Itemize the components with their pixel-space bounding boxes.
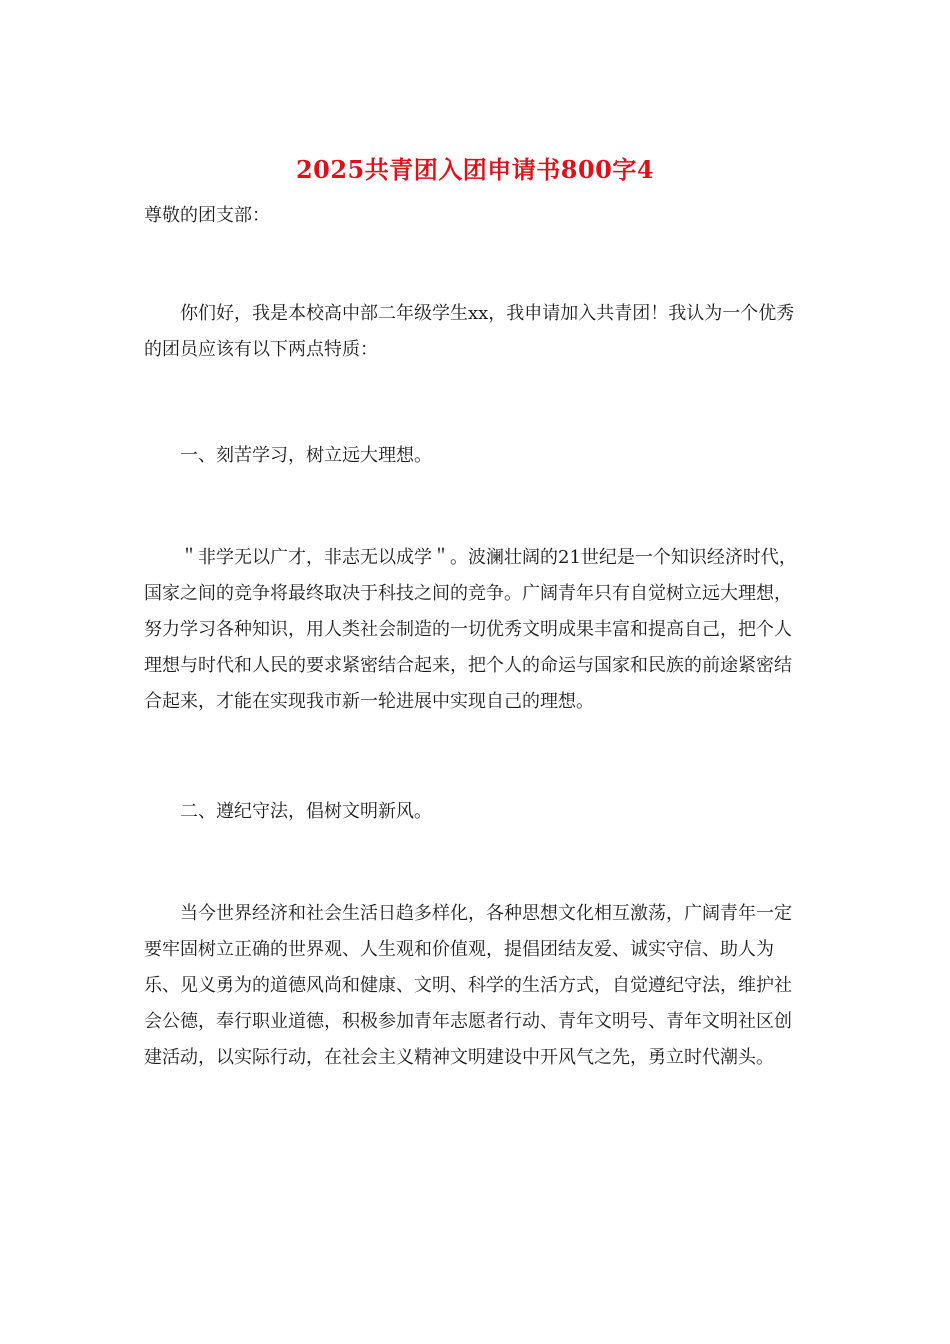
section-heading-1: 一、刻苦学习，树立远大理想。 xyxy=(180,445,432,466)
paragraph-intro: 你们好，我是本校高中部二年级学生xx，我申请加入共青团！我认为一个优秀的团员应该有以下两点特质： xyxy=(144,303,795,360)
paragraph-section-2: 当今世界经济和社会生活日趋多样化，各种思想文化相互激荡，广阔青年一定要牢固树立正确的世界观、人生观和价值观，提倡团结友爱、诚实守信、助人为乐、见义勇为的道德风尚和健康、文明、科学的生活方式，自觉遵纪守法，维护社会公德，奉行职业道德，积极参加青年志愿者行动、青年文明号、青年文明社区创建活动，以实际行动，在社会主义精神文明建设中开风气之先，勇立时代潮头。 xyxy=(144,903,792,1068)
section-heading-2: 二、遵纪守法，倡树文明新风。 xyxy=(180,801,432,822)
salutation: 尊敬的团支部： xyxy=(144,205,270,226)
paragraph-section-1: ＂非学无以广才，非志无以成学＂。波澜壮阔的21世纪是一个知识经济时代，国家之间的竞争将最终取决于科技之间的竞争。广阔青年只有自觉树立远大理想，努力学习各种知识，用人类社会制造的一切优秀文明成果丰富和提高自己，把个人理想与时代和人民的要求紧密结合起来，把个人的命运与国家和民族的前途紧密结合起来，才能在实现我市新一轮进展中实现自己的理想。 xyxy=(144,547,797,712)
document-title: 2025共青团入团申请书800字4 xyxy=(295,155,655,184)
